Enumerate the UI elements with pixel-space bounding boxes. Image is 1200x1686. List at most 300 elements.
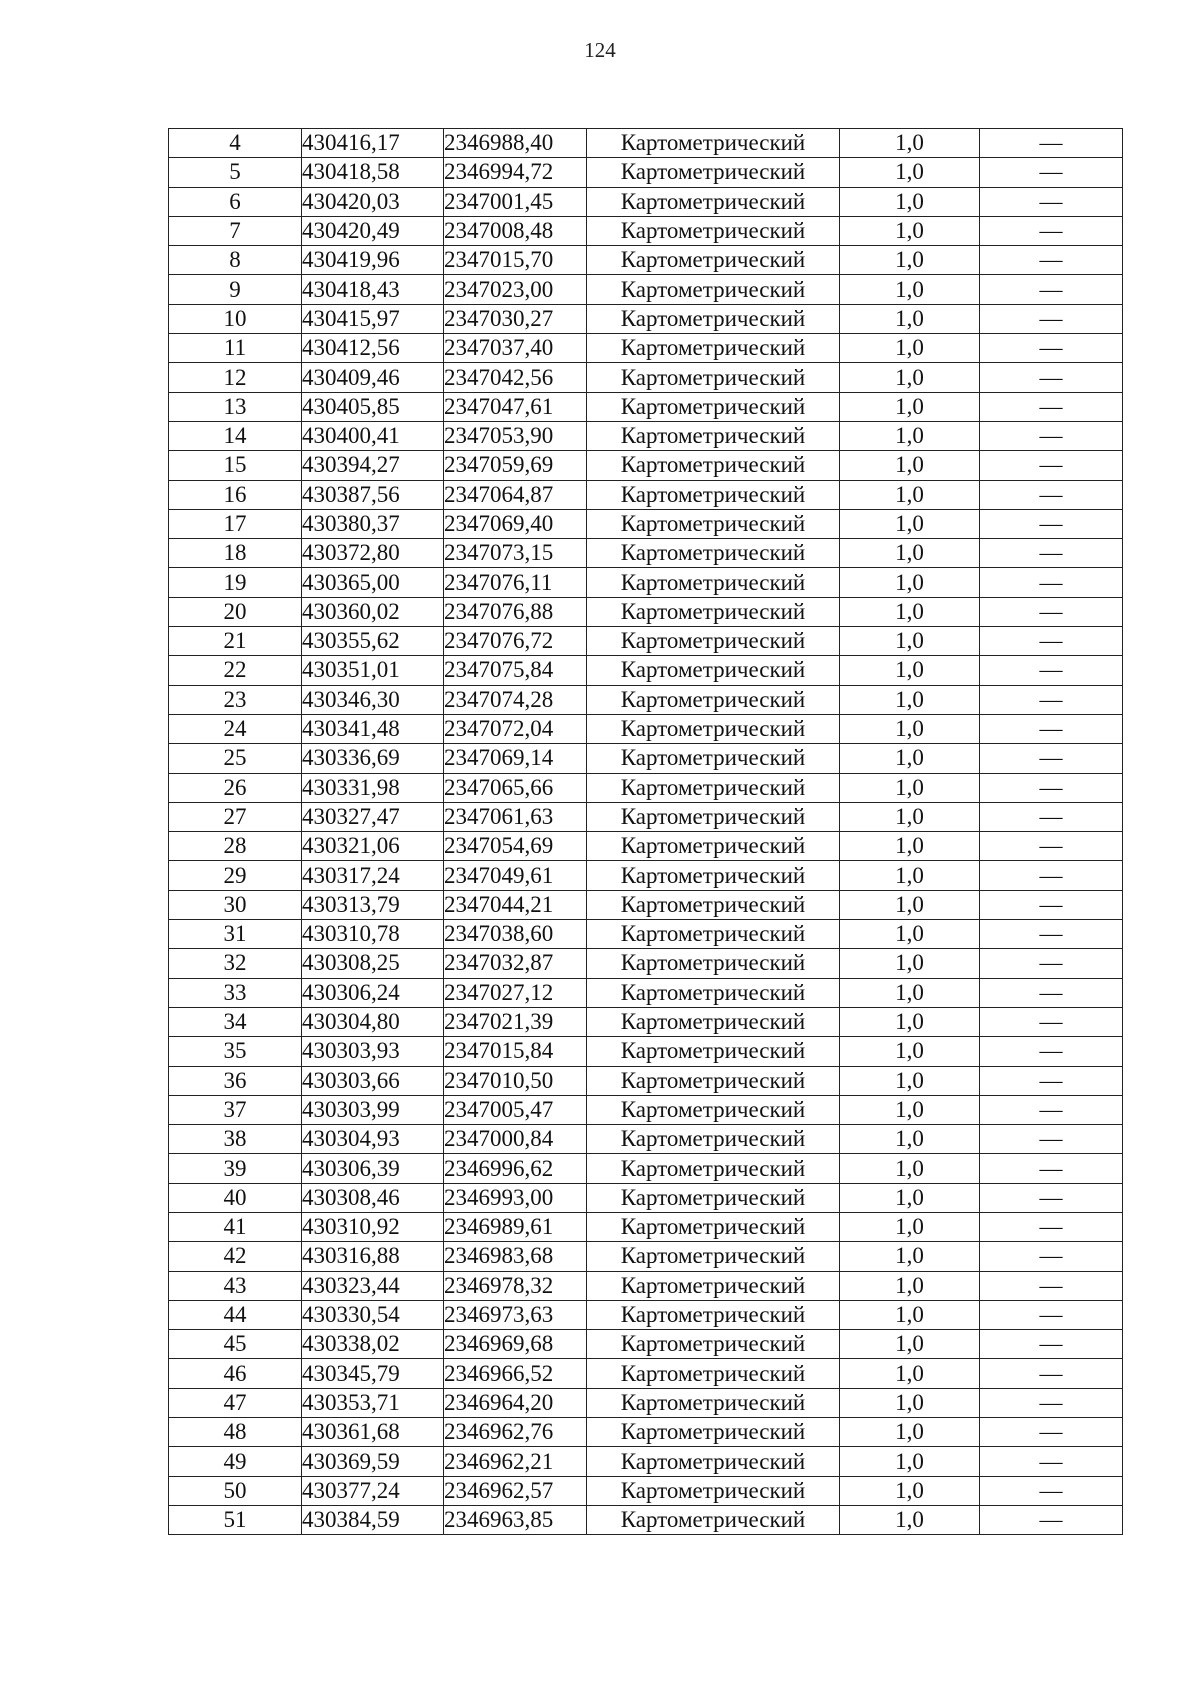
y-coordinate-cell: 2346966,52	[444, 1359, 587, 1388]
note-cell: —	[980, 1271, 1123, 1300]
table-row	[169, 714, 1123, 743]
table-row	[169, 1154, 1123, 1183]
accuracy-cell: 1,0	[840, 1505, 980, 1534]
method-cell: Картометрический	[587, 890, 840, 919]
point-number-cell: 14	[169, 421, 302, 450]
note-cell: —	[980, 1447, 1123, 1476]
table-row	[169, 744, 1123, 773]
x-coordinate-cell: 430310,92	[302, 1212, 444, 1241]
accuracy-cell: 1,0	[840, 1095, 980, 1124]
x-coordinate-cell: 430419,96	[302, 246, 444, 275]
method-cell: Картометрический	[587, 802, 840, 831]
note-cell: —	[980, 275, 1123, 304]
point-number-cell: 43	[169, 1271, 302, 1300]
coordinates-table	[168, 128, 1123, 1535]
x-coordinate-cell: 430308,46	[302, 1183, 444, 1212]
table-row	[169, 216, 1123, 245]
method-cell: Картометрический	[587, 451, 840, 480]
note-cell: —	[980, 1242, 1123, 1271]
method-cell: Картометрический	[587, 656, 840, 685]
accuracy-cell: 1,0	[840, 246, 980, 275]
table-row	[169, 246, 1123, 275]
y-coordinate-cell: 2347073,15	[444, 539, 587, 568]
x-coordinate-cell: 430327,47	[302, 802, 444, 831]
x-coordinate-cell: 430341,48	[302, 714, 444, 743]
x-coordinate-cell: 430415,97	[302, 304, 444, 333]
note-cell: —	[980, 1476, 1123, 1505]
point-number-cell: 25	[169, 744, 302, 773]
method-cell: Картометрический	[587, 275, 840, 304]
point-number-cell: 33	[169, 978, 302, 1007]
x-coordinate-cell: 430420,49	[302, 216, 444, 245]
x-coordinate-cell: 430346,30	[302, 685, 444, 714]
note-cell: —	[980, 802, 1123, 831]
point-number-cell: 41	[169, 1212, 302, 1241]
y-coordinate-cell: 2347049,61	[444, 861, 587, 890]
y-coordinate-cell: 2347061,63	[444, 802, 587, 831]
note-cell: —	[980, 1505, 1123, 1534]
method-cell: Картометрический	[587, 363, 840, 392]
table-row	[169, 1505, 1123, 1534]
note-cell: —	[980, 392, 1123, 421]
y-coordinate-cell: 2347069,14	[444, 744, 587, 773]
table-row	[169, 1212, 1123, 1241]
method-cell: Картометрический	[587, 421, 840, 450]
x-coordinate-cell: 430313,79	[302, 890, 444, 919]
point-number-cell: 45	[169, 1330, 302, 1359]
table-row	[169, 1271, 1123, 1300]
note-cell: —	[980, 1212, 1123, 1241]
method-cell: Картометрический	[587, 1300, 840, 1329]
y-coordinate-cell: 2347076,88	[444, 597, 587, 626]
note-cell: —	[980, 1125, 1123, 1154]
point-number-cell: 50	[169, 1476, 302, 1505]
y-coordinate-cell: 2347027,12	[444, 978, 587, 1007]
y-coordinate-cell: 2347015,84	[444, 1037, 587, 1066]
note-cell: —	[980, 832, 1123, 861]
note-cell: —	[980, 246, 1123, 275]
y-coordinate-cell: 2346964,20	[444, 1388, 587, 1417]
y-coordinate-cell: 2347042,56	[444, 363, 587, 392]
point-number-cell: 8	[169, 246, 302, 275]
x-coordinate-cell: 430330,54	[302, 1300, 444, 1329]
note-cell: —	[980, 1037, 1123, 1066]
point-number-cell: 6	[169, 187, 302, 216]
point-number-cell: 31	[169, 920, 302, 949]
point-number-cell: 5	[169, 158, 302, 187]
point-number-cell: 15	[169, 451, 302, 480]
y-coordinate-cell: 2347021,39	[444, 1007, 587, 1036]
point-number-cell: 47	[169, 1388, 302, 1417]
table-row	[169, 1300, 1123, 1329]
table-row	[169, 1095, 1123, 1124]
table-row	[169, 1359, 1123, 1388]
y-coordinate-cell: 2346962,76	[444, 1418, 587, 1447]
table-row	[169, 334, 1123, 363]
method-cell: Картометрический	[587, 1037, 840, 1066]
point-number-cell: 51	[169, 1505, 302, 1534]
accuracy-cell: 1,0	[840, 1007, 980, 1036]
note-cell: —	[980, 685, 1123, 714]
x-coordinate-cell: 430303,93	[302, 1037, 444, 1066]
point-number-cell: 35	[169, 1037, 302, 1066]
point-number-cell: 12	[169, 363, 302, 392]
x-coordinate-cell: 430316,88	[302, 1242, 444, 1271]
x-coordinate-cell: 430372,80	[302, 539, 444, 568]
accuracy-cell: 1,0	[840, 861, 980, 890]
note-cell: —	[980, 1330, 1123, 1359]
y-coordinate-cell: 2346994,72	[444, 158, 587, 187]
method-cell: Картометрический	[587, 216, 840, 245]
accuracy-cell: 1,0	[840, 1066, 980, 1095]
point-number-cell: 22	[169, 656, 302, 685]
method-cell: Картометрический	[587, 129, 840, 158]
point-number-cell: 21	[169, 627, 302, 656]
accuracy-cell: 1,0	[840, 1418, 980, 1447]
table-row	[169, 1418, 1123, 1447]
accuracy-cell: 1,0	[840, 832, 980, 861]
y-coordinate-cell: 2347047,61	[444, 392, 587, 421]
accuracy-cell: 1,0	[840, 216, 980, 245]
note-cell: —	[980, 597, 1123, 626]
x-coordinate-cell: 430303,66	[302, 1066, 444, 1095]
point-number-cell: 29	[169, 861, 302, 890]
note-cell: —	[980, 1359, 1123, 1388]
note-cell: —	[980, 187, 1123, 216]
note-cell: —	[980, 1095, 1123, 1124]
table-row	[169, 832, 1123, 861]
x-coordinate-cell: 430405,85	[302, 392, 444, 421]
y-coordinate-cell: 2346989,61	[444, 1212, 587, 1241]
method-cell: Картометрический	[587, 1388, 840, 1417]
x-coordinate-cell: 430353,71	[302, 1388, 444, 1417]
table-row	[169, 1388, 1123, 1417]
table-row	[169, 275, 1123, 304]
x-coordinate-cell: 430303,99	[302, 1095, 444, 1124]
point-number-cell: 28	[169, 832, 302, 861]
method-cell: Картометрический	[587, 1476, 840, 1505]
table-row	[169, 1007, 1123, 1036]
y-coordinate-cell: 2347074,28	[444, 685, 587, 714]
y-coordinate-cell: 2347065,66	[444, 773, 587, 802]
method-cell: Картометрический	[587, 627, 840, 656]
note-cell: —	[980, 1300, 1123, 1329]
y-coordinate-cell: 2346973,63	[444, 1300, 587, 1329]
accuracy-cell: 1,0	[840, 421, 980, 450]
y-coordinate-cell: 2347053,90	[444, 421, 587, 450]
y-coordinate-cell: 2347015,70	[444, 246, 587, 275]
table-row	[169, 421, 1123, 450]
note-cell: —	[980, 304, 1123, 333]
accuracy-cell: 1,0	[840, 685, 980, 714]
x-coordinate-cell: 430418,58	[302, 158, 444, 187]
y-coordinate-cell: 2346962,21	[444, 1447, 587, 1476]
table-row	[169, 1476, 1123, 1505]
table-row	[169, 949, 1123, 978]
note-cell: —	[980, 1183, 1123, 1212]
method-cell: Картометрический	[587, 509, 840, 538]
y-coordinate-cell: 2347010,50	[444, 1066, 587, 1095]
x-coordinate-cell: 430331,98	[302, 773, 444, 802]
x-coordinate-cell: 430394,27	[302, 451, 444, 480]
table-row	[169, 1037, 1123, 1066]
accuracy-cell: 1,0	[840, 480, 980, 509]
point-number-cell: 34	[169, 1007, 302, 1036]
y-coordinate-cell: 2346993,00	[444, 1183, 587, 1212]
point-number-cell: 44	[169, 1300, 302, 1329]
y-coordinate-cell: 2347005,47	[444, 1095, 587, 1124]
method-cell: Картометрический	[587, 246, 840, 275]
table-row	[169, 627, 1123, 656]
method-cell: Картометрический	[587, 187, 840, 216]
table-row	[169, 509, 1123, 538]
x-coordinate-cell: 430360,02	[302, 597, 444, 626]
method-cell: Картометрический	[587, 1505, 840, 1534]
x-coordinate-cell: 430412,56	[302, 334, 444, 363]
method-cell: Картометрический	[587, 1242, 840, 1271]
note-cell: —	[980, 861, 1123, 890]
accuracy-cell: 1,0	[840, 158, 980, 187]
note-cell: —	[980, 568, 1123, 597]
method-cell: Картометрический	[587, 861, 840, 890]
note-cell: —	[980, 1007, 1123, 1036]
note-cell: —	[980, 1418, 1123, 1447]
method-cell: Картометрический	[587, 334, 840, 363]
accuracy-cell: 1,0	[840, 1154, 980, 1183]
y-coordinate-cell: 2347064,87	[444, 480, 587, 509]
accuracy-cell: 1,0	[840, 451, 980, 480]
table-row	[169, 1447, 1123, 1476]
y-coordinate-cell: 2346996,62	[444, 1154, 587, 1183]
note-cell: —	[980, 773, 1123, 802]
x-coordinate-cell: 430377,24	[302, 1476, 444, 1505]
accuracy-cell: 1,0	[840, 539, 980, 568]
y-coordinate-cell: 2346962,57	[444, 1476, 587, 1505]
x-coordinate-cell: 430351,01	[302, 656, 444, 685]
accuracy-cell: 1,0	[840, 509, 980, 538]
accuracy-cell: 1,0	[840, 773, 980, 802]
y-coordinate-cell: 2347072,04	[444, 714, 587, 743]
accuracy-cell: 1,0	[840, 129, 980, 158]
method-cell: Картометрический	[587, 1183, 840, 1212]
table-row	[169, 304, 1123, 333]
point-number-cell: 40	[169, 1183, 302, 1212]
accuracy-cell: 1,0	[840, 1359, 980, 1388]
x-coordinate-cell: 430304,80	[302, 1007, 444, 1036]
note-cell: —	[980, 744, 1123, 773]
point-number-cell: 11	[169, 334, 302, 363]
x-coordinate-cell: 430387,56	[302, 480, 444, 509]
note-cell: —	[980, 129, 1123, 158]
point-number-cell: 16	[169, 480, 302, 509]
y-coordinate-cell: 2346963,85	[444, 1505, 587, 1534]
point-number-cell: 37	[169, 1095, 302, 1124]
note-cell: —	[980, 363, 1123, 392]
y-coordinate-cell: 2347037,40	[444, 334, 587, 363]
point-number-cell: 24	[169, 714, 302, 743]
y-coordinate-cell: 2347076,11	[444, 568, 587, 597]
note-cell: —	[980, 978, 1123, 1007]
method-cell: Картометрический	[587, 1271, 840, 1300]
method-cell: Картометрический	[587, 1212, 840, 1241]
table-row	[169, 187, 1123, 216]
accuracy-cell: 1,0	[840, 275, 980, 304]
method-cell: Картометрический	[587, 1359, 840, 1388]
x-coordinate-cell: 430380,37	[302, 509, 444, 538]
accuracy-cell: 1,0	[840, 920, 980, 949]
note-cell: —	[980, 1066, 1123, 1095]
x-coordinate-cell: 430304,93	[302, 1125, 444, 1154]
x-coordinate-cell: 430321,06	[302, 832, 444, 861]
table-row	[169, 1183, 1123, 1212]
note-cell: —	[980, 1154, 1123, 1183]
method-cell: Картометрический	[587, 1447, 840, 1476]
note-cell: —	[980, 158, 1123, 187]
method-cell: Картометрический	[587, 949, 840, 978]
note-cell: —	[980, 920, 1123, 949]
table-row	[169, 568, 1123, 597]
x-coordinate-cell: 430336,69	[302, 744, 444, 773]
x-coordinate-cell: 430418,43	[302, 275, 444, 304]
table-row	[169, 451, 1123, 480]
table-row	[169, 158, 1123, 187]
table-row	[169, 978, 1123, 1007]
note-cell: —	[980, 656, 1123, 685]
accuracy-cell: 1,0	[840, 1388, 980, 1417]
method-cell: Картометрический	[587, 1066, 840, 1095]
method-cell: Картометрический	[587, 597, 840, 626]
note-cell: —	[980, 421, 1123, 450]
y-coordinate-cell: 2347032,87	[444, 949, 587, 978]
point-number-cell: 17	[169, 509, 302, 538]
y-coordinate-cell: 2347076,72	[444, 627, 587, 656]
point-number-cell: 20	[169, 597, 302, 626]
y-coordinate-cell: 2347059,69	[444, 451, 587, 480]
method-cell: Картометрический	[587, 978, 840, 1007]
method-cell: Картометрический	[587, 714, 840, 743]
method-cell: Картометрический	[587, 1095, 840, 1124]
x-coordinate-cell: 430384,59	[302, 1505, 444, 1534]
note-cell: —	[980, 539, 1123, 568]
page-number: 124	[584, 38, 616, 62]
table-row	[169, 890, 1123, 919]
x-coordinate-cell: 430308,25	[302, 949, 444, 978]
accuracy-cell: 1,0	[840, 978, 980, 1007]
method-cell: Картометрический	[587, 1007, 840, 1036]
accuracy-cell: 1,0	[840, 1242, 980, 1271]
method-cell: Картометрический	[587, 1125, 840, 1154]
coordinates-table-body	[169, 129, 1123, 1535]
method-cell: Картометрический	[587, 1418, 840, 1447]
table-row	[169, 1125, 1123, 1154]
accuracy-cell: 1,0	[840, 363, 980, 392]
accuracy-cell: 1,0	[840, 627, 980, 656]
method-cell: Картометрический	[587, 304, 840, 333]
x-coordinate-cell: 430355,62	[302, 627, 444, 656]
accuracy-cell: 1,0	[840, 1330, 980, 1359]
x-coordinate-cell: 430338,02	[302, 1330, 444, 1359]
table-row	[169, 597, 1123, 626]
note-cell: —	[980, 334, 1123, 363]
table-row	[169, 1330, 1123, 1359]
point-number-cell: 38	[169, 1125, 302, 1154]
note-cell: —	[980, 451, 1123, 480]
accuracy-cell: 1,0	[840, 1125, 980, 1154]
method-cell: Картометрический	[587, 744, 840, 773]
note-cell: —	[980, 1388, 1123, 1417]
accuracy-cell: 1,0	[840, 1212, 980, 1241]
table-row	[169, 363, 1123, 392]
table-row	[169, 392, 1123, 421]
accuracy-cell: 1,0	[840, 656, 980, 685]
method-cell: Картометрический	[587, 568, 840, 597]
table-row	[169, 920, 1123, 949]
table-row	[169, 656, 1123, 685]
x-coordinate-cell: 430306,24	[302, 978, 444, 1007]
method-cell: Картометрический	[587, 539, 840, 568]
x-coordinate-cell: 430345,79	[302, 1359, 444, 1388]
y-coordinate-cell: 2347000,84	[444, 1125, 587, 1154]
point-number-cell: 4	[169, 129, 302, 158]
accuracy-cell: 1,0	[840, 334, 980, 363]
table-row	[169, 129, 1123, 158]
table-row	[169, 1066, 1123, 1095]
y-coordinate-cell: 2347030,27	[444, 304, 587, 333]
y-coordinate-cell: 2347069,40	[444, 509, 587, 538]
y-coordinate-cell: 2346969,68	[444, 1330, 587, 1359]
table-row	[169, 480, 1123, 509]
accuracy-cell: 1,0	[840, 304, 980, 333]
note-cell: —	[980, 480, 1123, 509]
y-coordinate-cell: 2346978,32	[444, 1271, 587, 1300]
method-cell: Картометрический	[587, 832, 840, 861]
point-number-cell: 48	[169, 1418, 302, 1447]
note-cell: —	[980, 949, 1123, 978]
x-coordinate-cell: 430323,44	[302, 1271, 444, 1300]
point-number-cell: 23	[169, 685, 302, 714]
table-row	[169, 1242, 1123, 1271]
point-number-cell: 13	[169, 392, 302, 421]
point-number-cell: 42	[169, 1242, 302, 1271]
note-cell: —	[980, 216, 1123, 245]
x-coordinate-cell: 430361,68	[302, 1418, 444, 1447]
method-cell: Картометрический	[587, 920, 840, 949]
y-coordinate-cell: 2346988,40	[444, 129, 587, 158]
accuracy-cell: 1,0	[840, 187, 980, 216]
accuracy-cell: 1,0	[840, 1271, 980, 1300]
x-coordinate-cell: 430317,24	[302, 861, 444, 890]
x-coordinate-cell: 430420,03	[302, 187, 444, 216]
accuracy-cell: 1,0	[840, 597, 980, 626]
x-coordinate-cell: 430306,39	[302, 1154, 444, 1183]
x-coordinate-cell: 430400,41	[302, 421, 444, 450]
point-number-cell: 18	[169, 539, 302, 568]
point-number-cell: 26	[169, 773, 302, 802]
accuracy-cell: 1,0	[840, 949, 980, 978]
x-coordinate-cell: 430416,17	[302, 129, 444, 158]
method-cell: Картометрический	[587, 773, 840, 802]
x-coordinate-cell: 430310,78	[302, 920, 444, 949]
accuracy-cell: 1,0	[840, 714, 980, 743]
note-cell: —	[980, 627, 1123, 656]
table-row	[169, 539, 1123, 568]
point-number-cell: 10	[169, 304, 302, 333]
point-number-cell: 9	[169, 275, 302, 304]
accuracy-cell: 1,0	[840, 1183, 980, 1212]
table-row	[169, 685, 1123, 714]
method-cell: Картометрический	[587, 158, 840, 187]
accuracy-cell: 1,0	[840, 1300, 980, 1329]
